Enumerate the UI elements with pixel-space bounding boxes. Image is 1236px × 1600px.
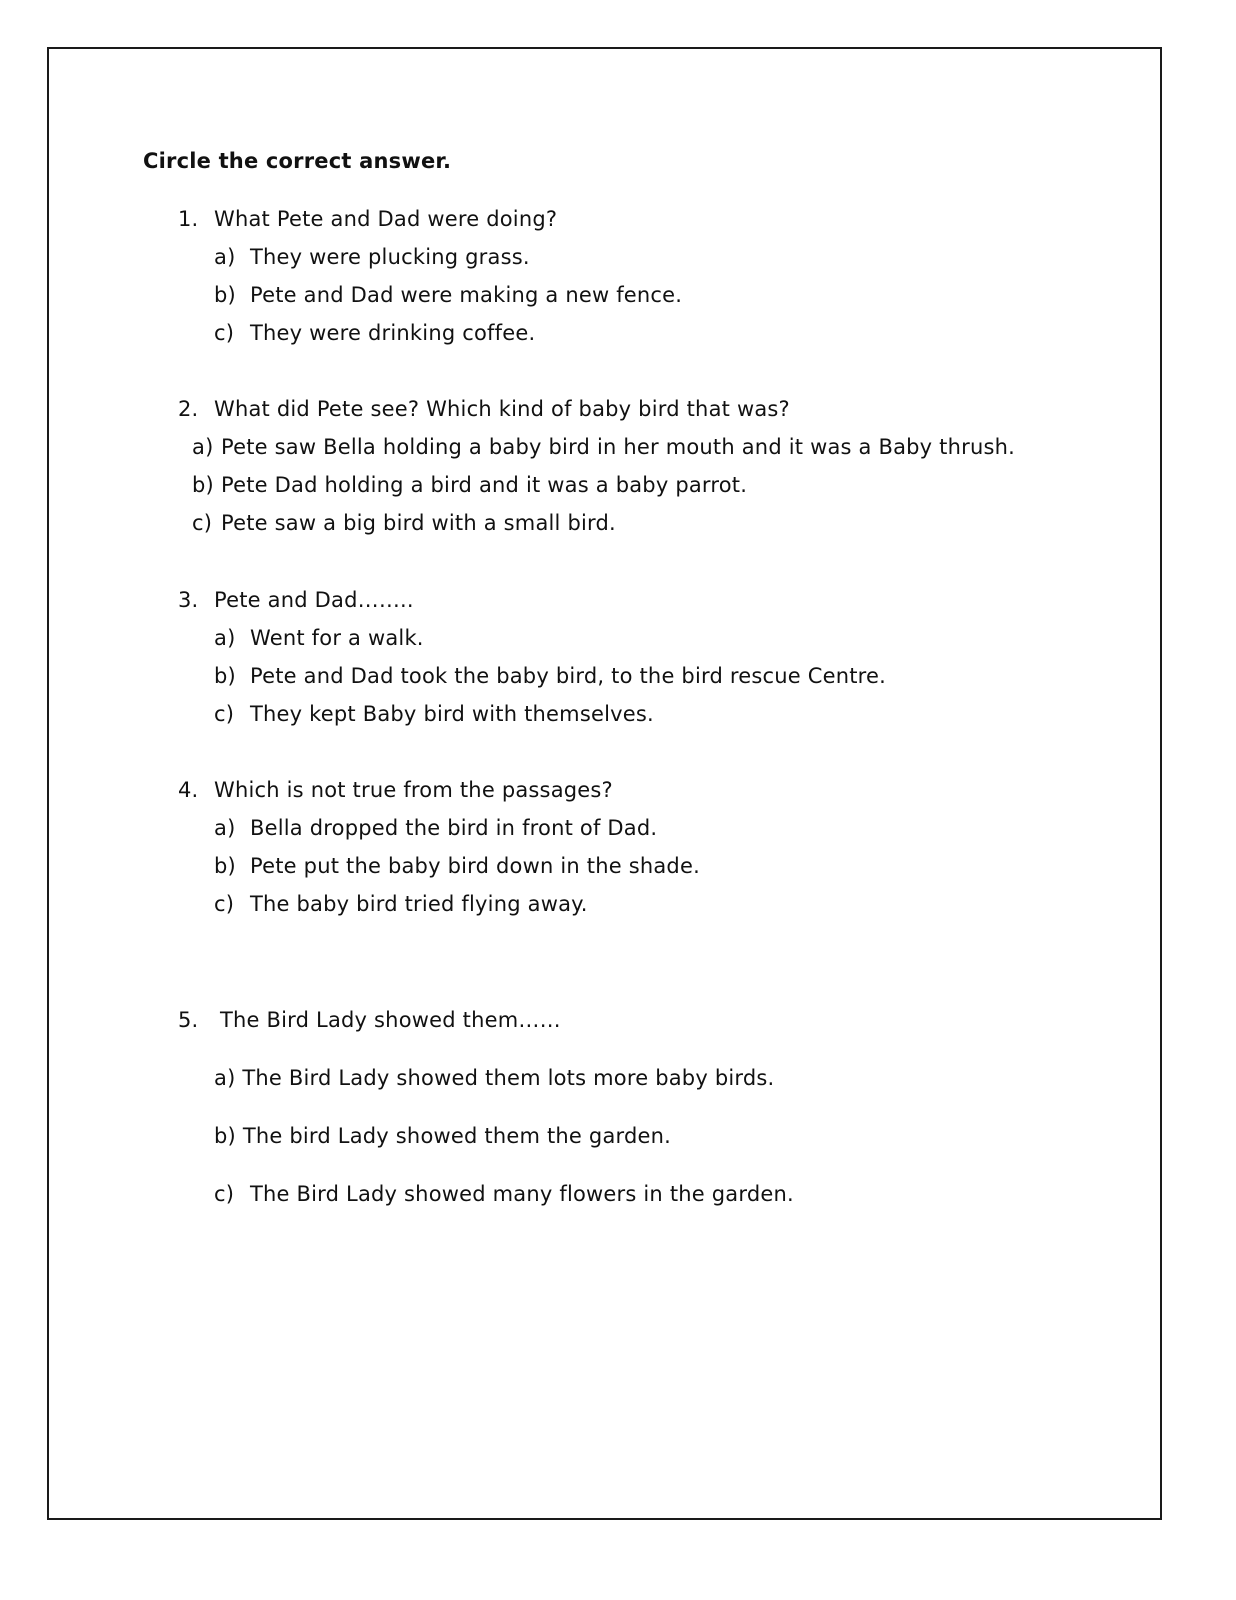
option-letter: c): [214, 702, 235, 726]
option-text: The bird Lady showed them the garden.: [242, 1124, 672, 1148]
question-3-number: 3.: [178, 588, 199, 612]
option-text: Pete put the baby bird down in the shade.: [250, 854, 700, 878]
option-text: Pete and Dad were making a new fence.: [250, 283, 683, 307]
option-letter: a): [214, 816, 236, 840]
question-4-option-c[interactable]: [214, 891, 588, 917]
question-2-number: 2.: [178, 397, 199, 421]
question-2-text: What did Pete see? Which kind of baby bird that was?: [214, 397, 790, 421]
question-2-option-a[interactable]: [192, 434, 1015, 460]
option-text: The Bird Lady showed them lots more baby birds.: [242, 1066, 775, 1090]
question-4-number: 4.: [178, 778, 199, 802]
question-3-option-b[interactable]: [214, 663, 886, 689]
question-5: [178, 1007, 561, 1033]
option-text: The Bird Lady showed many flowers in the garden.: [250, 1182, 794, 1206]
option-letter: a): [192, 435, 214, 459]
option-text: Pete saw Bella holding a baby bird in her mouth and it was a Baby thrush.: [221, 435, 1015, 459]
question-3: [178, 587, 414, 613]
option-letter: b): [214, 664, 236, 688]
question-3-option-c[interactable]: [214, 701, 654, 727]
question-2-option-b[interactable]: [192, 472, 747, 498]
option-letter: b): [214, 283, 236, 307]
question-1: [178, 206, 557, 232]
question-1-option-c[interactable]: [214, 320, 535, 346]
question-5-option-c[interactable]: [214, 1181, 794, 1207]
question-1-option-a[interactable]: [214, 244, 530, 270]
question-4-option-b[interactable]: [214, 853, 700, 879]
question-3-option-a[interactable]: [214, 625, 424, 651]
option-text: Pete saw a big bird with a small bird.: [221, 511, 616, 535]
question-3-text: Pete and Dad……..: [214, 588, 414, 612]
question-2: [178, 396, 790, 422]
question-1-number: 1.: [178, 207, 199, 231]
question-1-text: What Pete and Dad were doing?: [214, 207, 558, 231]
option-text: Bella dropped the bird in front of Dad.: [250, 816, 658, 840]
question-4: [178, 777, 613, 803]
option-letter: c): [214, 1182, 235, 1206]
option-letter: c): [192, 511, 213, 535]
option-text: Pete Dad holding a bird and it was a baby parrot.: [221, 473, 748, 497]
instruction-heading: Circle the correct answer.: [143, 149, 452, 173]
question-4-option-a[interactable]: [214, 815, 657, 841]
question-5-number: 5.: [178, 1008, 199, 1032]
option-text: They kept Baby bird with themselves.: [250, 702, 654, 726]
option-text: The baby bird tried flying away.: [250, 892, 588, 916]
option-letter: c): [214, 892, 235, 916]
option-letter: b): [214, 854, 236, 878]
question-5-text: The Bird Lady showed them……: [220, 1008, 561, 1032]
option-letter: a): [214, 245, 236, 269]
option-text: They were drinking coffee.: [250, 321, 536, 345]
option-letter: c): [214, 321, 235, 345]
option-letter: b): [192, 473, 214, 497]
option-letter: b): [214, 1124, 236, 1148]
option-text: Pete and Dad took the baby bird, to the bird rescue Centre.: [250, 664, 887, 688]
option-letter: a): [214, 1066, 236, 1090]
option-text: Went for a walk.: [250, 626, 424, 650]
option-letter: a): [214, 626, 236, 650]
question-1-option-b[interactable]: [214, 282, 682, 308]
option-text: They were plucking grass.: [250, 245, 530, 269]
question-5-option-b[interactable]: [214, 1123, 671, 1149]
question-4-text: Which is not true from the passages?: [214, 778, 613, 802]
question-5-option-a[interactable]: [214, 1065, 774, 1091]
question-2-option-c[interactable]: [192, 510, 616, 536]
